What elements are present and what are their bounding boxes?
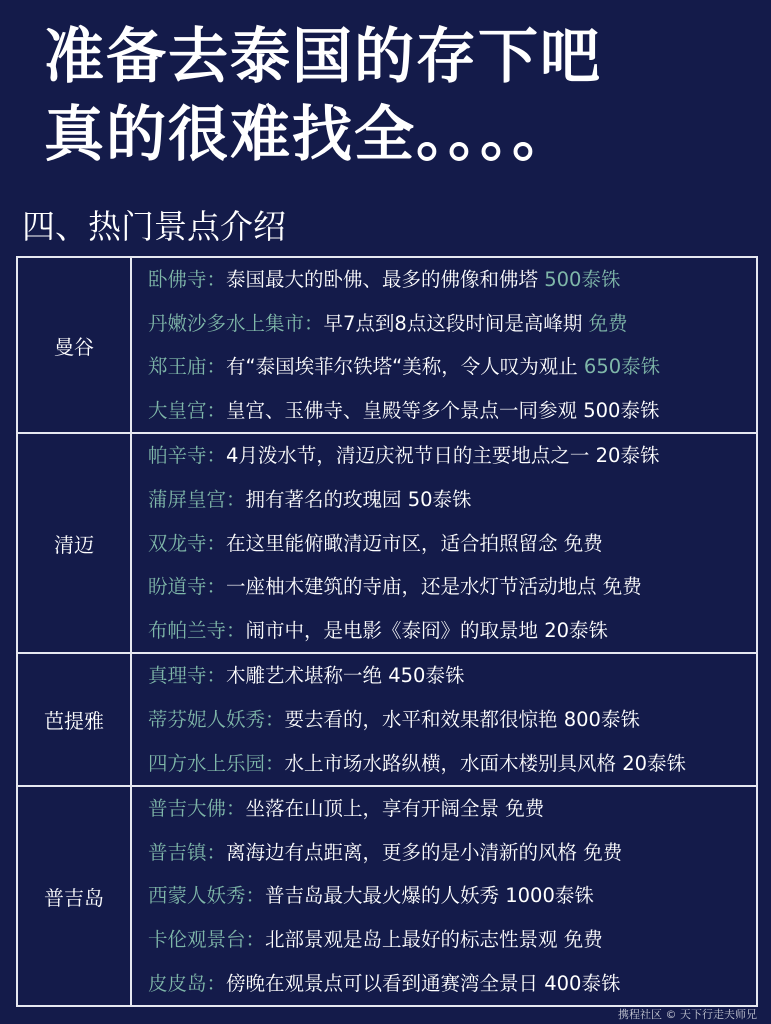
attraction-name: 普吉大佛： [148, 797, 246, 821]
attraction-item [132, 918, 756, 962]
attraction-price: 免费 [583, 840, 623, 864]
attraction-description: 拥有著名的玫瑰园 [245, 487, 408, 511]
attraction-price: 500泰铢 [544, 268, 621, 291]
attraction-item [132, 258, 756, 302]
attraction-price: 450泰铢 [388, 664, 465, 688]
attraction-name: 四方水上乐园： [148, 751, 285, 775]
attraction-list [131, 786, 757, 1006]
section-heading: 四、热门景点介绍 [22, 207, 286, 246]
attraction-name: 西蒙人妖秀： [148, 884, 266, 908]
attraction-description: 有“泰国埃菲尔铁塔“美称，令人叹为观止 [226, 355, 584, 379]
attraction-description: 傍晚在观景点可以看到通赛湾全景日 [226, 971, 545, 995]
attraction-description: 离海边有点距离，更多的是小清新的风格 [226, 840, 584, 864]
attraction-list [131, 653, 757, 786]
attraction-description: 普吉岛最大最火爆的人妖秀 [265, 884, 506, 908]
region-name: 普吉岛 [17, 786, 131, 1006]
attraction-description: 坐落在山顶上，享有开阔全景 [245, 797, 506, 821]
attraction-item [132, 831, 756, 875]
region-row [17, 786, 757, 1006]
attraction-name: 普吉镇： [148, 840, 227, 864]
attraction-price: 免费 [588, 311, 628, 335]
attraction-price: 免费 [602, 575, 642, 599]
attraction-name: 真理寺： [148, 664, 227, 688]
attraction-name: 卧佛寺： [148, 268, 227, 291]
attractions-table-body [17, 257, 757, 1006]
attraction-price: 800泰铢 [563, 707, 640, 731]
attraction-name: 丹嫩沙多水上集市： [148, 311, 324, 335]
attraction-description: 皇宫、玉佛寺、皇殿等多个景点一同参观 [226, 398, 584, 422]
attraction-price: 50泰铢 [407, 487, 472, 511]
attraction-item [132, 962, 756, 1006]
attraction-item [132, 302, 756, 346]
attraction-item [132, 742, 756, 786]
attraction-price: 20泰铢 [595, 444, 660, 468]
region-row [17, 653, 757, 786]
region-name: 清迈 [17, 433, 131, 653]
attraction-description: 泰国最大的卧佛、最多的佛像和佛塔 [226, 268, 545, 291]
attraction-price: 500泰铢 [583, 398, 660, 422]
attraction-price: 20泰铢 [544, 618, 609, 642]
attraction-name: 布帕兰寺： [148, 618, 246, 642]
attraction-name: 双龙寺： [148, 531, 227, 555]
attraction-item [132, 654, 756, 698]
attraction-description: 木雕艺术堪称一绝 [226, 664, 389, 688]
attraction-description: 4月泼水节，清迈庆祝节日的主要地点之一 [226, 444, 596, 468]
attraction-name: 卡伦观景台： [148, 927, 266, 951]
attraction-name: 皮皮岛： [148, 971, 227, 995]
region-row [17, 433, 757, 653]
attraction-item [132, 434, 756, 478]
region-name: 曼谷 [17, 257, 131, 433]
attraction-item [132, 787, 756, 831]
attraction-description: 要去看的，水平和效果都很惊艳 [284, 707, 564, 731]
attraction-description: 早7点到8点这段时间是高峰期 [323, 311, 589, 335]
attraction-description: 北部景观是岛上最好的标志性景观 [265, 927, 564, 951]
attraction-price: 免费 [505, 797, 545, 821]
attraction-price: 20泰铢 [622, 751, 687, 775]
attraction-name: 蒂芬妮人妖秀： [148, 707, 285, 731]
attraction-item [132, 345, 756, 389]
attraction-item [132, 522, 756, 566]
attraction-item [132, 478, 756, 522]
title-line-2: 真的很难找全。。。。 [44, 100, 574, 170]
attraction-list [131, 257, 757, 433]
attraction-price: 400泰铢 [544, 971, 621, 995]
attraction-name: 蒲屏皇宫： [148, 487, 246, 511]
page-title [44, 18, 602, 174]
attraction-item [132, 609, 756, 653]
attraction-name: 大皇宫： [148, 398, 227, 422]
region-name: 芭提雅 [17, 653, 131, 786]
attraction-item [132, 565, 756, 609]
attraction-description: 闹市中，是电影《泰冏》的取景地 [245, 618, 545, 642]
attraction-name: 帕辛寺： [148, 444, 227, 468]
attraction-description: 一座柚木建筑的寺庙，还是水灯节活动地点 [226, 575, 603, 599]
attractions-table [16, 256, 758, 1007]
attraction-price: 650泰铢 [583, 355, 661, 379]
attraction-item [132, 698, 756, 742]
attraction-name: 盼道寺： [148, 575, 227, 599]
attraction-description: 水上市场水路纵横，水面木楼别具风格 [284, 751, 623, 775]
attraction-price: 免费 [563, 927, 603, 951]
attraction-price: 免费 [563, 531, 603, 555]
attraction-price: 1000泰铢 [505, 884, 594, 908]
watermark: 携程社区 © 天下行走夫师兄 [618, 1008, 757, 1021]
attraction-name: 郑王庙： [148, 355, 227, 379]
region-row [17, 257, 757, 433]
attraction-description: 在这里能俯瞰清迈市区，适合拍照留念 [226, 531, 564, 555]
title-line-1: 准备去泰国的存下吧 [44, 22, 602, 92]
attraction-item [132, 389, 756, 433]
attraction-item [132, 874, 756, 918]
attraction-list [131, 433, 757, 653]
